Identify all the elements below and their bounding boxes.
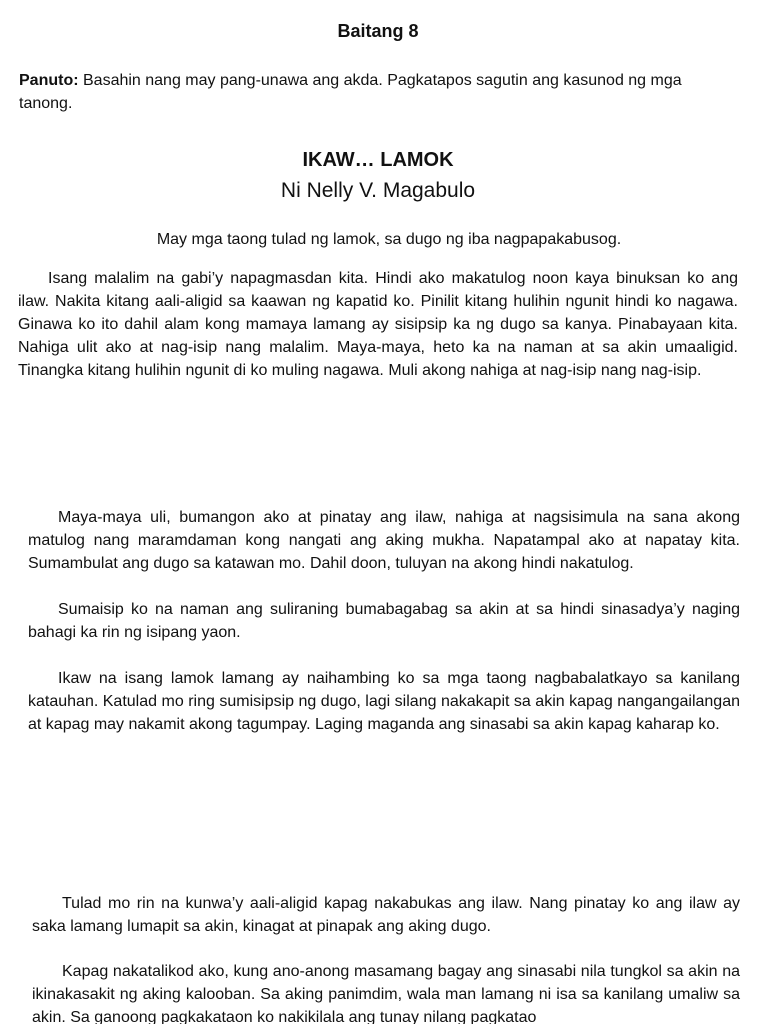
instructions-label: Panuto: — [19, 72, 79, 89]
story-paragraph-6: Kapag nakatalikod ako, kung ano-anong masamang bagay ang sinasabi nila tungkol sa akin na ikinakasakit ng aking kalooban. Sa aking panimdim, wala man lamang ni isa sa kanilang umaliw sa akin. Sa ganoong pagkakataon ko nakikilala ang tunay nilang pagkatao — [32, 963, 740, 1024]
instructions — [19, 69, 739, 115]
instructions-text: Basahin nang may pang-unawa ang akda. Pagkatapos sagutin ang kasunod ng mga tanong. — [19, 72, 682, 112]
story-paragraph-1: Isang malalim na gabi’y napagmasdan kita. Hindi ako makatulog noon kaya binuksan ko ang ilaw. Nakita kitang aali-aligid sa kaawan ng kapatid ko. Pinilit kitang hulihin ngunit hindi ko nagawa. Ginawa ko ito dahil alam kong mamaya lamang ay sisipsip ka ng dugo sa kanya. Pinabayaan kita. Nahiga ulit ako at nag-isip nang malalim. Maya-maya, heto ka na naman at sa akin umaaligid. Tinangka kitang hulihin ngunit di ko muling nagawa. Muli akong nahiga at nag-isip nang nag-isip. — [18, 270, 738, 379]
grade-heading: Baitang 8 — [337, 21, 419, 41]
story-paragraph-2: Maya-maya uli, bumangon ako at pinatay ang ilaw, nahiga at nagsisimula na sana akong matulog nang maramdaman kong nangati ang aking mukha. Napatampal ako at napatay kita. Sumambulat ang dugo sa katawan mo. Dahil doon, tuluyan na akong hindi nakatulog. — [28, 509, 740, 572]
story-paragraph-4: Ikaw na isang lamok lamang ay naihambing ko sa mga taong nagbabalatkayo sa kanilang katauhan. Katulad mo ring sumisipsip ng dugo, lagi silang nakakapit sa akin kapag nangangailangan at kapag may nakamit akong tagumpay. Laging maganda ang sinasabi sa akin kapag kaharap ko. — [28, 670, 740, 733]
story-paragraph-3: Sumaisip ko na naman ang suliraning bumabagabag sa akin at sa hindi sinasadya’y naging bahagi ka rin ng isipang yaon. — [28, 601, 740, 641]
story-title: IKAW… LAMOK — [302, 149, 454, 171]
story-paragraph-5: Tulad mo rin na kunwa’y aali-aligid kapag nakabukas ang ilaw. Nang pinatay ko ang ilaw ay saka lamang lumapit sa akin, kinagat at pinapak ang aking dugo. — [32, 895, 740, 935]
story-author: Ni Nelly V. Magabulo — [280, 179, 476, 202]
story-epigraph: May mga taong tulad ng lamok, sa dugo ng iba nagpapakabusog. — [156, 231, 622, 248]
